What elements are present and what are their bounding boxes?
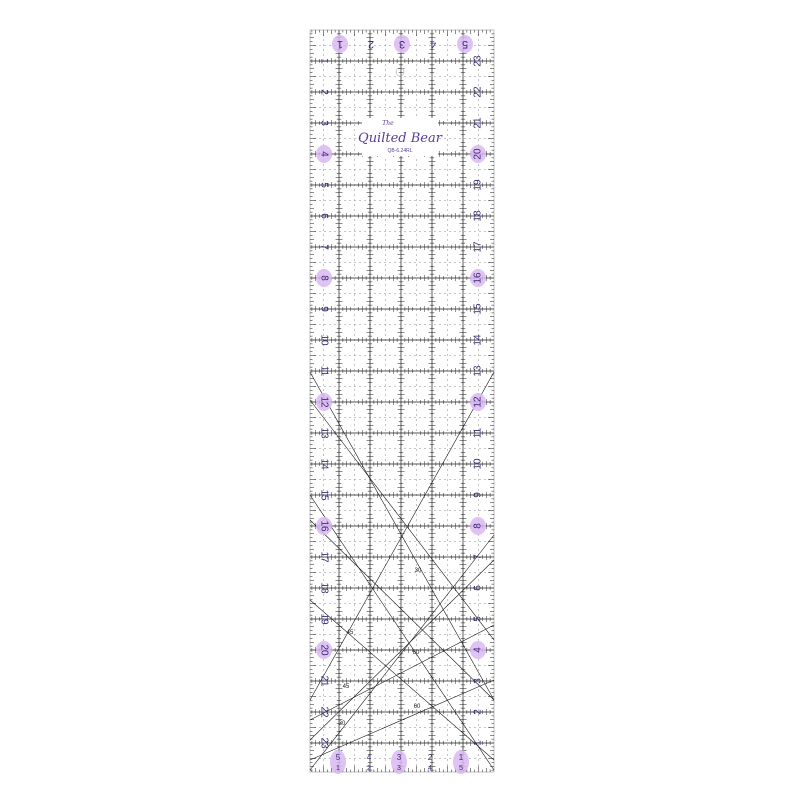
right-number: 8 xyxy=(472,523,484,529)
left-number: 18 xyxy=(318,582,330,594)
right-number: 2 xyxy=(472,709,484,715)
bottom-number-upper: 1 xyxy=(458,753,464,762)
top-number: 1 xyxy=(336,38,344,51)
left-number: 6 xyxy=(318,213,330,219)
angle-label: 45 xyxy=(342,684,350,690)
left-number: 20 xyxy=(318,644,330,656)
angle-label: 60 xyxy=(412,650,420,656)
angle-label: 45 xyxy=(346,630,354,636)
right-number: 17 xyxy=(472,241,484,253)
left-number: 14 xyxy=(318,458,330,470)
left-number: 21 xyxy=(318,675,330,687)
left-number: 5 xyxy=(318,182,330,188)
angle-label: 60 xyxy=(413,704,421,710)
right-number: 13 xyxy=(472,365,484,377)
left-number: 12 xyxy=(318,396,330,408)
right-number: 23 xyxy=(472,55,484,67)
logo-brand-name: Quilted Bear xyxy=(358,131,442,146)
top-number: 3 xyxy=(398,38,406,51)
bottom-number-upper: 5 xyxy=(335,753,341,762)
logo-prefix: The xyxy=(382,120,394,127)
left-number: 7 xyxy=(318,244,330,250)
right-number: 11 xyxy=(472,427,484,439)
right-number: 1 xyxy=(472,740,484,746)
bottom-number-lower: 3 xyxy=(397,765,401,772)
bottom-number-lower: 4 xyxy=(428,765,432,772)
left-number: 22 xyxy=(318,706,330,718)
top-number: 5 xyxy=(461,38,469,51)
right-number: 20 xyxy=(472,148,484,160)
right-number: 4 xyxy=(472,647,484,653)
right-number: 5 xyxy=(472,616,484,622)
bottom-number-lower: 5 xyxy=(459,765,463,772)
right-number: 12 xyxy=(472,396,484,408)
left-number: 19 xyxy=(318,613,330,625)
left-number: 13 xyxy=(318,427,330,439)
left-number: 23 xyxy=(318,737,330,749)
right-number: 15 xyxy=(472,303,484,315)
right-number: 22 xyxy=(472,86,484,98)
angle-label: 30 xyxy=(338,721,346,727)
right-number: 7 xyxy=(472,554,484,560)
left-number: 15 xyxy=(318,489,330,501)
top-number: 4 xyxy=(429,38,437,51)
right-number: 10 xyxy=(472,458,484,470)
bottom-number-upper: 3 xyxy=(396,753,402,762)
top-number: 2 xyxy=(367,38,375,51)
left-number: 10 xyxy=(318,334,330,346)
left-number: 3 xyxy=(318,120,330,126)
left-number: 9 xyxy=(318,306,330,312)
bottom-number-lower: 2 xyxy=(367,765,371,772)
left-number: 2 xyxy=(318,89,330,95)
quilted-bear-logo xyxy=(358,118,443,156)
right-number: 9 xyxy=(472,492,484,498)
right-number: 3 xyxy=(472,678,484,684)
logo-model-code: QB-6.24RL xyxy=(387,148,413,154)
bottom-number-upper: 2 xyxy=(427,753,433,762)
right-number: 19 xyxy=(472,179,484,191)
right-number: 16 xyxy=(472,272,484,284)
right-number: 18 xyxy=(472,210,484,222)
right-number: 14 xyxy=(472,334,484,346)
left-number: 17 xyxy=(318,551,330,563)
left-number: 16 xyxy=(318,520,330,532)
left-number: 8 xyxy=(318,275,330,281)
angle-label: 30 xyxy=(414,568,422,574)
bottom-number-lower: 1 xyxy=(336,765,340,772)
left-number: 4 xyxy=(318,151,330,157)
left-number: 11 xyxy=(318,365,330,377)
right-number: 21 xyxy=(472,117,484,129)
right-number: 6 xyxy=(472,585,484,591)
bottom-number-upper: 4 xyxy=(366,753,372,762)
left-number: 1 xyxy=(318,58,330,64)
